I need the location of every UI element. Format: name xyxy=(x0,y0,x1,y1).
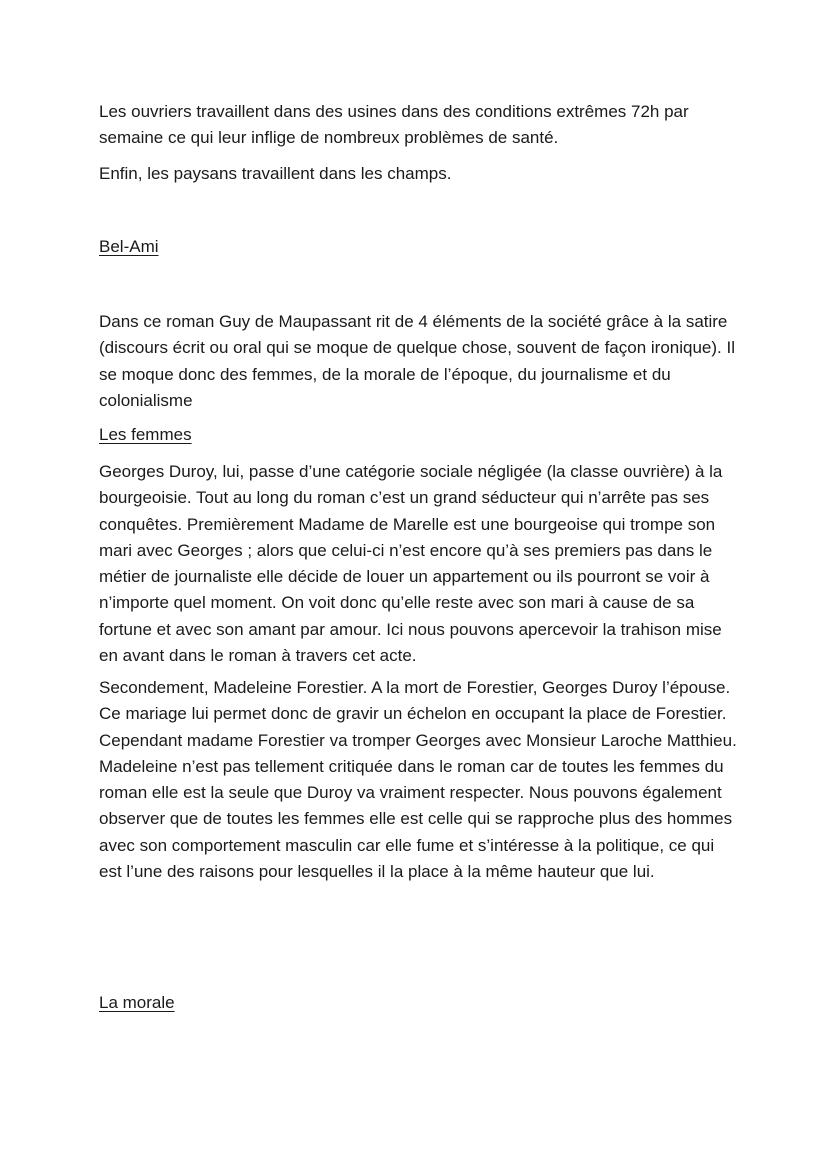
paragraph-paysans: Enfin, les paysans travaillent dans les champs. xyxy=(99,164,452,183)
heading-les-femmes: Les femmes xyxy=(99,425,192,444)
heading-la-morale: La morale xyxy=(99,993,175,1012)
paragraph-madeleine: Secondement, Madeleine Forestier. A la mort de Forestier, Georges Duroy l’épouse. Ce mariage lui permet donc de gravir un échelon en occupant la place de Forestier. Cependant madame Forestier va tromper Georges avec Monsieur Laroche Matthieu. Madeleine n’est pas tellement critiquée dans le roman car de toutes les femmes du roman elle est la seule que Duroy va vraiment respecter. Nous pouvons également observer que de toutes les femmes elle est celle qui se rapproche plus des hommes avec son comportement masculin car elle fume et s’intéresse à la politique, ce qui est l’une des raisons pour lesquelles il la place à la même hauteur que lui. xyxy=(99,678,737,882)
paragraph-intro: Dans ce roman Guy de Maupassant rit de 4 éléments de la société grâce à la satire (discours écrit ou oral qui se moque de quelque chose, souvent de façon ironique). Il se moque donc des femmes, de la morale de l’époque, du journalisme et du colonialisme xyxy=(99,312,735,410)
paragraph-ouvriers: Les ouvriers travaillent dans des usines dans des conditions extrêmes 72h par semaine ce qui leur inflige de nombreux problèmes de santé. xyxy=(99,102,689,148)
heading-bel-ami: Bel-Ami xyxy=(99,237,159,256)
paragraph-marelle: Georges Duroy, lui, passe d’une catégorie sociale négligée (la classe ouvrière) à la bourgeoisie. Tout au long du roman c’est un grand séducteur qui n’arrête pas ses conquêtes. Premièrement Madame de Marelle est une bourgeoise qui trompe son mari avec Georges ; alors que celui-ci n’est encore qu’à ses premiers pas dans le métier de journaliste elle décide de louer un appartement ou ils pourront se voir à n’importe quel moment. On voit donc qu’elle reste avec son mari à cause de sa fortune et avec son amant par amour. Ici nous pouvons apercevoir la trahison mise en avant dans le roman à travers cet acte. xyxy=(99,462,723,666)
